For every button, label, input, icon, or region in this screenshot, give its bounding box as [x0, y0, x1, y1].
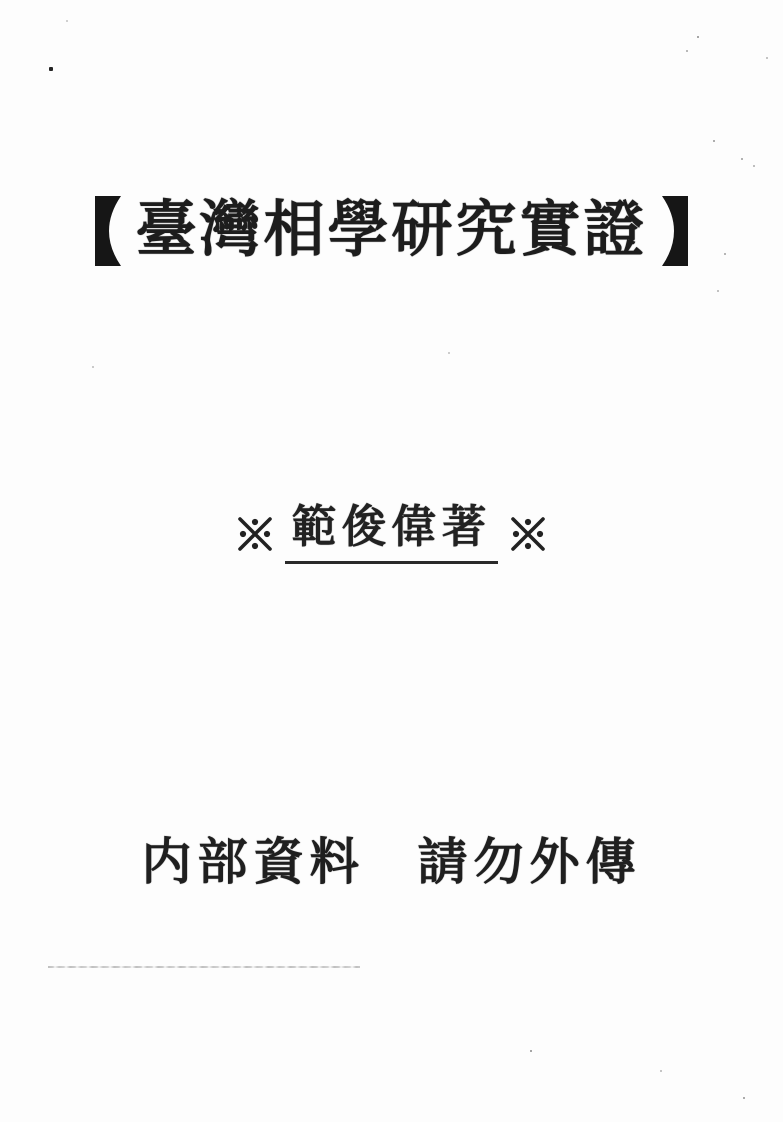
ink-speck — [49, 67, 53, 71]
author-name: 範俊偉著 — [285, 498, 497, 564]
left-lens-bracket-icon — [95, 196, 121, 266]
reference-mark-icon — [235, 514, 275, 554]
author-block — [0, 498, 783, 564]
reference-mark-icon — [508, 514, 548, 554]
notice-internal-material: 内部資料 — [141, 834, 366, 890]
scan-noise-specks — [0, 0, 2, 2]
book-title-block — [0, 183, 783, 279]
right-lens-bracket-icon — [662, 196, 688, 266]
faint-rule-line — [48, 966, 360, 968]
notice-do-not-distribute: 請勿外傳 — [417, 834, 642, 890]
book-title: 臺灣相學研究實證 — [135, 197, 648, 264]
confidential-notice — [0, 830, 783, 894]
